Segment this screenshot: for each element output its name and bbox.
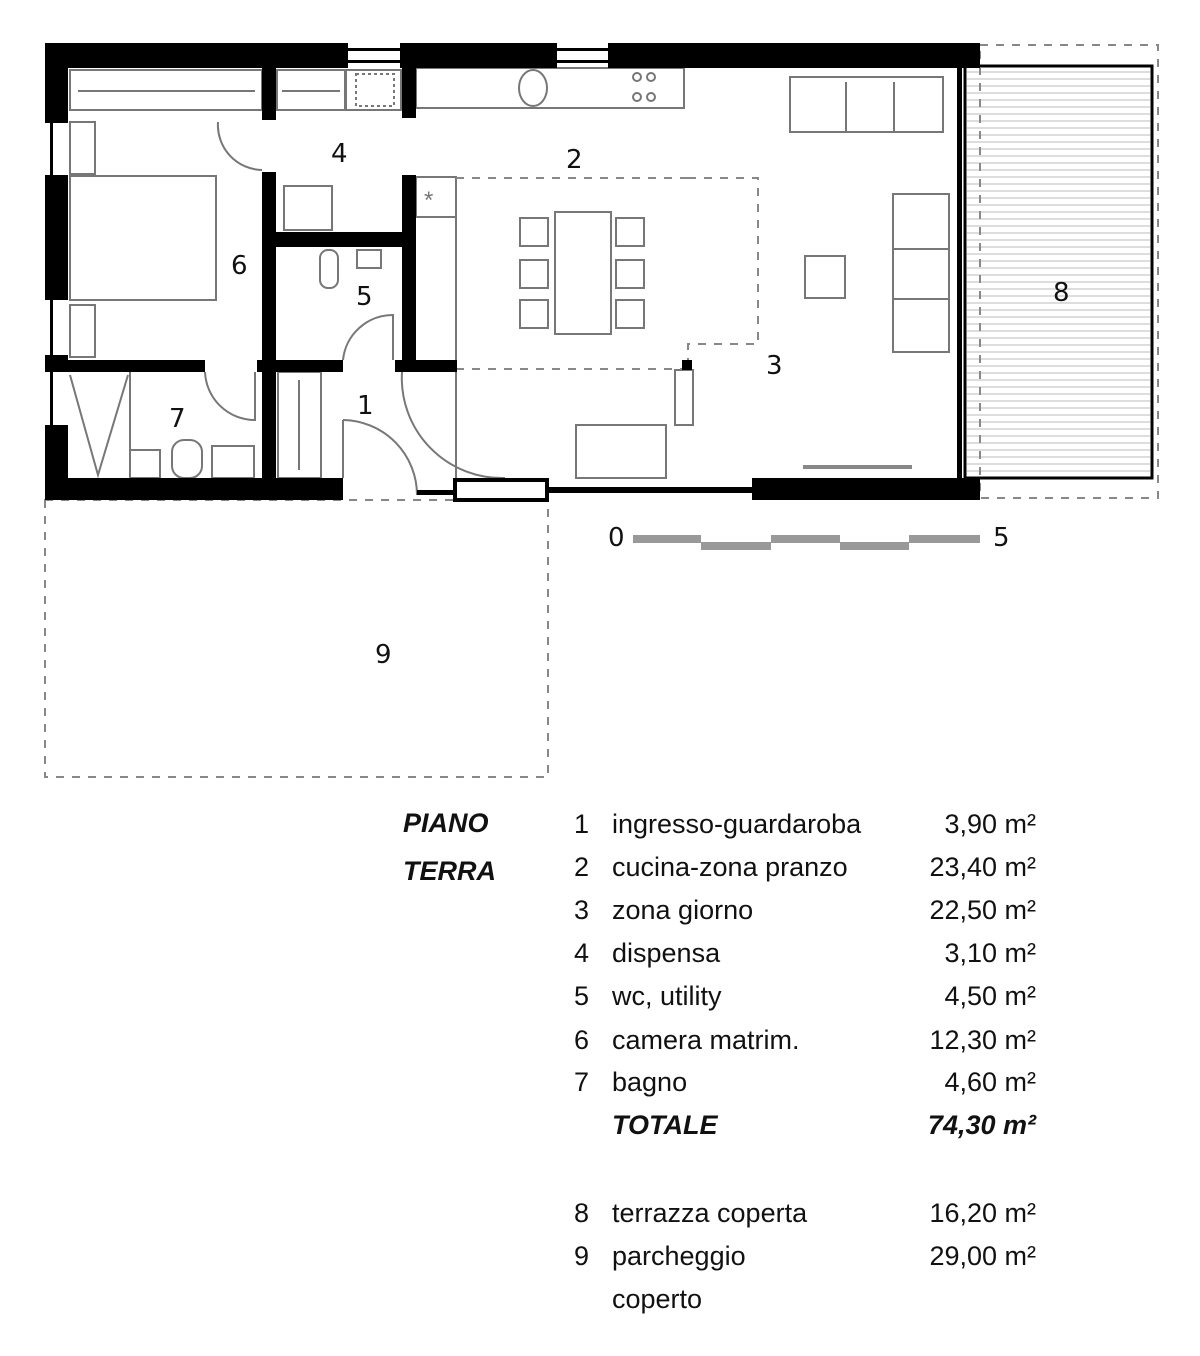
room-label-3: 3: [766, 351, 783, 381]
legend-num: 7: [574, 1067, 590, 1097]
room-label-8: 8: [1053, 278, 1070, 308]
legend-area: 29,00 m²: [929, 1241, 1036, 1271]
svg-text:*: *: [424, 187, 434, 214]
legend-name: bagno: [612, 1067, 688, 1097]
room-label-4: 4: [331, 139, 348, 169]
room-label-1: 1: [357, 391, 374, 421]
legend-row-continuation: [560, 1279, 1036, 1319]
legend-name: wc, utility: [612, 981, 722, 1011]
scale-bar: [633, 535, 980, 550]
legend-num: 5: [574, 981, 590, 1011]
legend-area: 23,40 m²: [929, 852, 1036, 882]
legend-area: 3,90 m²: [944, 809, 1036, 839]
legend-row: [560, 1193, 1036, 1233]
scale-end-label: 5: [993, 523, 1010, 553]
room-label-2: 2: [566, 145, 583, 175]
legend-name: zona giorno: [612, 895, 754, 925]
legend-name: terrazza coperta: [612, 1198, 808, 1228]
legend-num: 3: [574, 895, 590, 925]
legend-name: camera matrim.: [612, 1025, 800, 1055]
legend-row: [560, 804, 1036, 844]
legend-area: 16,20 m²: [929, 1198, 1036, 1228]
legend-row: [560, 847, 1036, 887]
legend-area: 4,60 m²: [944, 1067, 1036, 1097]
legend-name: TOTALE: [612, 1110, 718, 1140]
room-label-5: 5: [356, 282, 373, 312]
legend-name: parcheggio: [612, 1241, 746, 1271]
legend-num: 2: [574, 852, 590, 882]
legend-title-terra: TERRA: [403, 856, 496, 886]
legend-num: 8: [574, 1198, 590, 1228]
legend-area: 12,30 m²: [929, 1025, 1036, 1055]
legend-area: 4,50 m²: [944, 981, 1036, 1011]
legend-area: 22,50 m²: [929, 895, 1036, 925]
legend-num: 1: [574, 809, 590, 839]
room-label-9: 9: [375, 640, 392, 670]
room-label-7: 7: [169, 404, 186, 434]
furniture: [70, 68, 949, 495]
legend-row: [560, 1236, 1036, 1276]
legend-name: cucina-zona pranzo: [612, 852, 848, 882]
legend-name: dispensa: [612, 938, 721, 968]
legend-row: [560, 976, 1036, 1016]
legend-row: [560, 890, 1036, 930]
terrace-8: [965, 45, 1158, 498]
legend-num: 6: [574, 1025, 590, 1055]
legend-area: 3,10 m²: [944, 938, 1036, 968]
legend-title-piano: PIANO: [403, 808, 489, 838]
legend-row: [560, 1020, 1036, 1060]
legend-row: [560, 1062, 1036, 1102]
legend-num: 4: [574, 938, 590, 968]
legend-name: ingresso-guardaroba: [612, 809, 862, 839]
parking-9: [45, 500, 548, 777]
legend-name: coperto: [612, 1284, 703, 1314]
scale-start-label: 0: [608, 523, 625, 553]
legend-row: [560, 933, 1036, 973]
legend-num: 9: [574, 1241, 590, 1271]
legend-total-row: [560, 1105, 1036, 1145]
room-label-6: 6: [231, 251, 248, 281]
legend-area: 74,30 m²: [927, 1110, 1036, 1140]
